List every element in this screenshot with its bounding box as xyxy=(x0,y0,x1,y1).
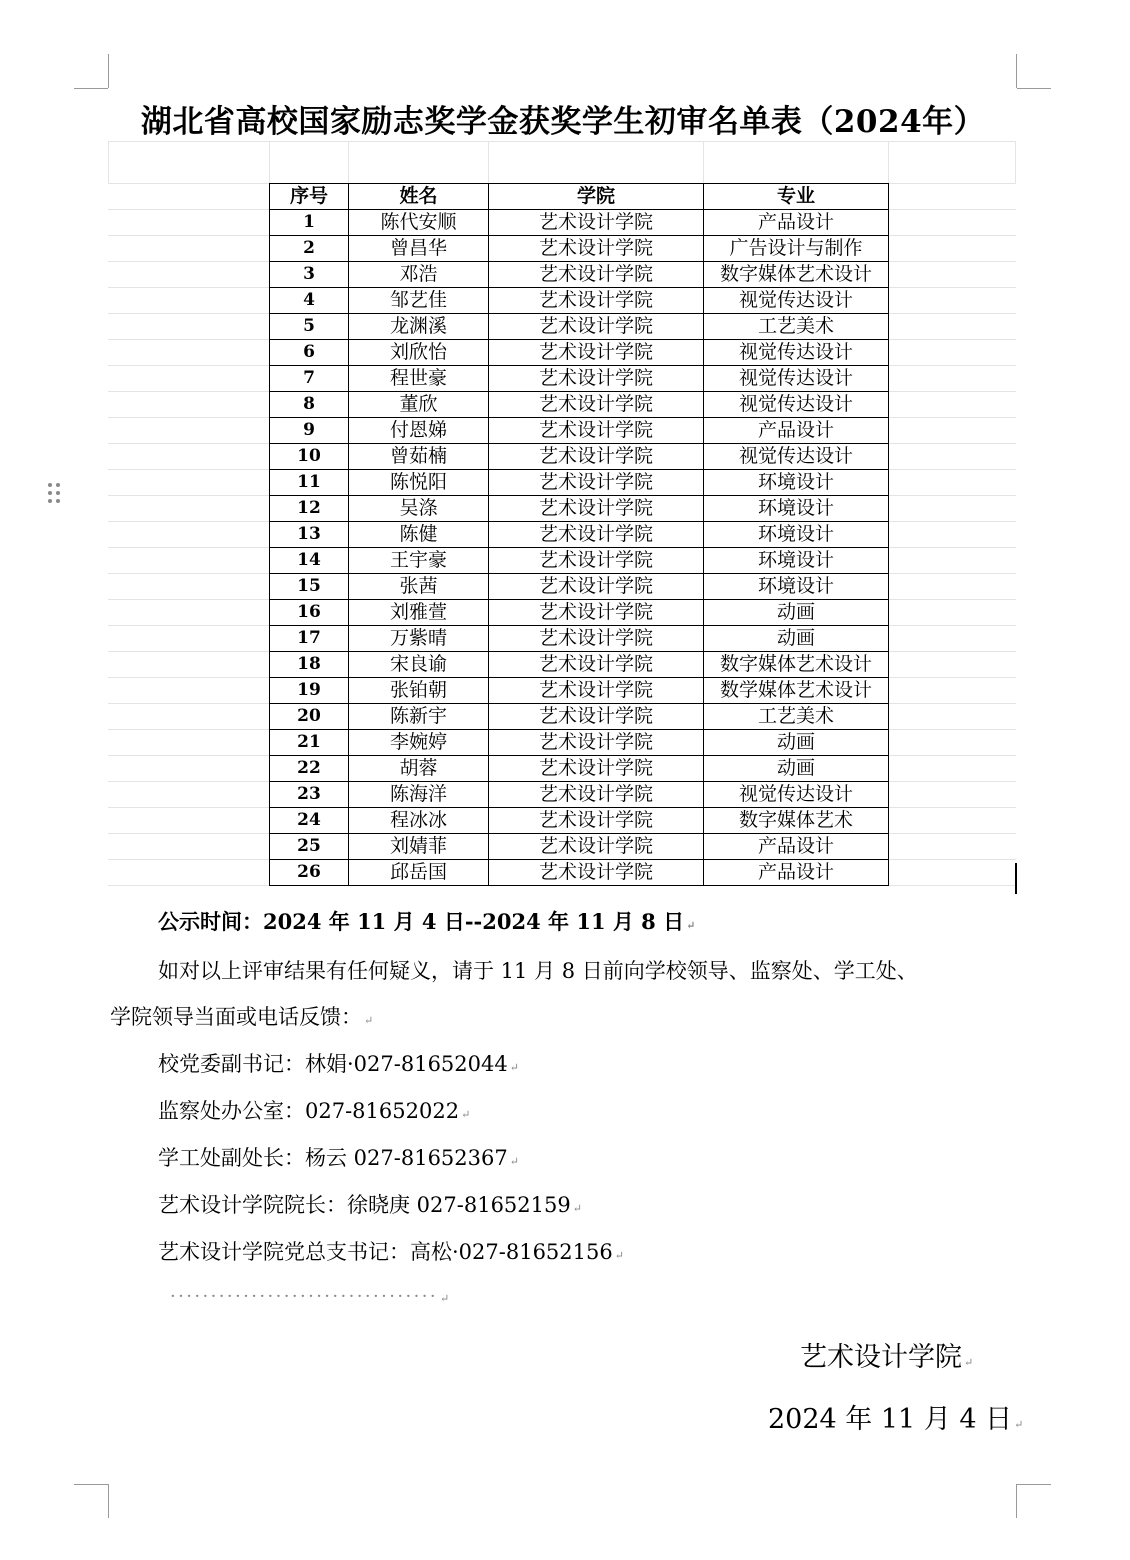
cell-index: 24 xyxy=(270,808,349,834)
cell-index: 15 xyxy=(270,574,349,600)
cell-major: 数学媒体艺术设计 xyxy=(704,678,889,704)
cell-index: 18 xyxy=(270,652,349,678)
cell-college: 艺术设计学院 xyxy=(489,860,704,886)
cell-college: 艺术设计学院 xyxy=(489,392,704,418)
cell-index: 4 xyxy=(270,288,349,314)
paragraph-mark-icon: ↵ xyxy=(509,1061,519,1074)
drag-handle-icon[interactable] xyxy=(47,482,61,504)
cell-major: 产品设计 xyxy=(704,418,889,444)
table-row xyxy=(270,262,889,288)
dot-leader-line: ································· ↵ xyxy=(170,1286,452,1307)
cell-name: 吴涤 xyxy=(349,496,489,522)
cell-major: 动画 xyxy=(704,600,889,626)
cell-name: 付恩娣 xyxy=(349,418,489,444)
cell-name: 万紫晴 xyxy=(349,626,489,652)
gridline xyxy=(703,141,704,183)
cell-index: 16 xyxy=(270,600,349,626)
cell-college: 艺术设计学院 xyxy=(489,756,704,782)
cell-name: 刘欣怡 xyxy=(349,340,489,366)
cell-name: 刘雅萱 xyxy=(349,600,489,626)
cell-major: 产品设计 xyxy=(704,210,889,236)
table-row xyxy=(270,652,889,678)
cell-index: 11 xyxy=(270,470,349,496)
cell-college: 艺术设计学院 xyxy=(489,574,704,600)
paragraph-mark-icon: ↵ xyxy=(572,1202,582,1215)
paragraph-mark-icon: ↵ xyxy=(461,1108,471,1121)
cell-index: 5 xyxy=(270,314,349,340)
cell-major: 视觉传达设计 xyxy=(704,288,889,314)
header-index: 序号 xyxy=(270,184,349,210)
cell-index: 23 xyxy=(270,782,349,808)
table-row xyxy=(270,288,889,314)
cell-index: 21 xyxy=(270,730,349,756)
table-row xyxy=(270,808,889,834)
cell-major: 环境设计 xyxy=(704,522,889,548)
cell-college: 艺术设计学院 xyxy=(489,444,704,470)
gridline xyxy=(348,141,349,183)
cell-major: 产品设计 xyxy=(704,860,889,886)
cell-name: 邹艺佳 xyxy=(349,288,489,314)
cell-college: 艺术设计学院 xyxy=(489,652,704,678)
cell-major: 数字媒体艺术 xyxy=(704,808,889,834)
cell-index: 26 xyxy=(270,860,349,886)
table-row xyxy=(270,678,889,704)
notice-intro-line1: 如对以上评审结果有任何疑义，请于 11 月 8 日前向学校领导、监察处、学工处、 xyxy=(158,959,918,983)
cell-name: 曾茹楠 xyxy=(349,444,489,470)
cell-major: 工艺美术 xyxy=(704,704,889,730)
table-row xyxy=(270,860,889,886)
table-row xyxy=(270,574,889,600)
paragraph-mark-icon: ↵ xyxy=(364,1014,374,1027)
gridline xyxy=(488,141,489,183)
crop-mark-top-right-h xyxy=(1017,88,1051,89)
cell-major: 工艺美术 xyxy=(704,314,889,340)
gridline xyxy=(108,141,1016,142)
cell-college: 艺术设计学院 xyxy=(489,626,704,652)
cell-major: 产品设计 xyxy=(704,834,889,860)
cell-major: 动画 xyxy=(704,626,889,652)
contact-student-affairs: 学工处副处长：杨云 027-81652367 ↵ xyxy=(158,1146,519,1170)
cell-name: 张茜 xyxy=(349,574,489,600)
cell-major: 环境设计 xyxy=(704,574,889,600)
header-college: 学院 xyxy=(489,184,704,210)
table-row xyxy=(270,340,889,366)
cell-college: 艺术设计学院 xyxy=(489,834,704,860)
cell-major: 数字媒体艺术设计 xyxy=(704,652,889,678)
cell-major: 广告设计与制作 xyxy=(704,236,889,262)
cell-name: 李婉婷 xyxy=(349,730,489,756)
cell-name: 陈新宇 xyxy=(349,704,489,730)
crop-mark-bottom-left-v xyxy=(108,1484,109,1518)
table-row xyxy=(270,210,889,236)
cell-name: 陈健 xyxy=(349,522,489,548)
gridline xyxy=(888,141,889,183)
crop-mark-top-left-v xyxy=(108,54,109,88)
cell-index: 10 xyxy=(270,444,349,470)
cell-college: 艺术设计学院 xyxy=(489,600,704,626)
table-header-row xyxy=(270,184,889,210)
cell-index: 20 xyxy=(270,704,349,730)
cell-college: 艺术设计学院 xyxy=(489,678,704,704)
cell-name: 曾昌华 xyxy=(349,236,489,262)
cell-name: 胡蓉 xyxy=(349,756,489,782)
table-row xyxy=(270,392,889,418)
cell-name: 刘婧菲 xyxy=(349,834,489,860)
cell-name: 邓浩 xyxy=(349,262,489,288)
cell-major: 视觉传达设计 xyxy=(704,340,889,366)
cell-college: 艺术设计学院 xyxy=(489,548,704,574)
text-cursor xyxy=(1015,863,1017,894)
cell-college: 艺术设计学院 xyxy=(489,314,704,340)
cell-college: 艺术设计学院 xyxy=(489,340,704,366)
cell-index: 13 xyxy=(270,522,349,548)
cell-name: 程世豪 xyxy=(349,366,489,392)
paragraph-mark-icon: ↵ xyxy=(1014,1418,1024,1431)
notice-intro-line2: 学院领导当面或电话反馈： ↵ xyxy=(110,1005,374,1029)
crop-mark-bottom-right-h xyxy=(1017,1484,1051,1485)
cell-college: 艺术设计学院 xyxy=(489,470,704,496)
table-row xyxy=(270,496,889,522)
cell-index: 19 xyxy=(270,678,349,704)
gridline xyxy=(1015,141,1016,183)
paragraph-mark-icon: ↵ xyxy=(686,919,696,932)
table-row xyxy=(270,366,889,392)
header-major: 专业 xyxy=(704,184,889,210)
cell-index: 8 xyxy=(270,392,349,418)
contact-party-secretary: 校党委副书记：林娟·027-81652044 ↵ xyxy=(158,1052,519,1076)
cell-name: 王宇豪 xyxy=(349,548,489,574)
page-title: 湖北省高校国家励志奖学金获奖学生初审名单表（2024年） xyxy=(140,104,986,140)
table-row xyxy=(270,600,889,626)
notice-period: 公示时间：2024 年 11 月 4 日--2024 年 11 月 8 日 ↵ xyxy=(158,909,696,934)
cell-college: 艺术设计学院 xyxy=(489,262,704,288)
cell-major: 动画 xyxy=(704,730,889,756)
table-row xyxy=(270,548,889,574)
cell-index: 9 xyxy=(270,418,349,444)
cell-major: 视觉传达设计 xyxy=(704,444,889,470)
cell-major: 视觉传达设计 xyxy=(704,366,889,392)
cell-name: 宋良谕 xyxy=(349,652,489,678)
cell-name: 张铂朝 xyxy=(349,678,489,704)
table-row xyxy=(270,834,889,860)
cell-name: 龙渊溪 xyxy=(349,314,489,340)
cell-major: 环境设计 xyxy=(704,548,889,574)
cell-name: 董欣 xyxy=(349,392,489,418)
cell-index: 17 xyxy=(270,626,349,652)
cell-college: 艺术设计学院 xyxy=(489,522,704,548)
table-row xyxy=(270,704,889,730)
cell-major: 视觉传达设计 xyxy=(704,392,889,418)
contact-branch-secretary: 艺术设计学院党总支书记：高松·027-81652156 ↵ xyxy=(158,1240,624,1264)
cell-college: 艺术设计学院 xyxy=(489,418,704,444)
cell-college: 艺术设计学院 xyxy=(489,704,704,730)
cell-major: 数字媒体艺术设计 xyxy=(704,262,889,288)
cell-college: 艺术设计学院 xyxy=(489,730,704,756)
cell-major: 环境设计 xyxy=(704,496,889,522)
table-row xyxy=(270,756,889,782)
table-row xyxy=(270,522,889,548)
crop-mark-bottom-right-v xyxy=(1016,1484,1017,1518)
gridline xyxy=(108,141,109,183)
cell-college: 艺术设计学院 xyxy=(489,210,704,236)
cell-name: 陈悦阳 xyxy=(349,470,489,496)
cell-index: 1 xyxy=(270,210,349,236)
cell-college: 艺术设计学院 xyxy=(489,366,704,392)
paragraph-mark-icon: ↵ xyxy=(614,1249,624,1262)
table-row xyxy=(270,782,889,808)
table-row xyxy=(270,444,889,470)
table-row xyxy=(270,730,889,756)
cell-college: 艺术设计学院 xyxy=(489,782,704,808)
table-row xyxy=(270,314,889,340)
crop-mark-top-right-v xyxy=(1016,54,1017,88)
cell-index: 6 xyxy=(270,340,349,366)
paragraph-mark-icon: ↵ xyxy=(509,1155,519,1168)
cell-index: 12 xyxy=(270,496,349,522)
paragraph-mark-icon: ↵ xyxy=(440,1292,452,1305)
cell-name: 程冰冰 xyxy=(349,808,489,834)
signature-date: 2024 年 11 月 4 日 ↵ xyxy=(768,1404,1024,1435)
cell-college: 艺术设计学院 xyxy=(489,496,704,522)
cell-index: 7 xyxy=(270,366,349,392)
signature-org: 艺术设计学院 ↵ xyxy=(800,1342,974,1373)
paragraph-mark-icon: ↵ xyxy=(964,1356,974,1369)
cell-index: 14 xyxy=(270,548,349,574)
table-row xyxy=(270,626,889,652)
cell-major: 视觉传达设计 xyxy=(704,782,889,808)
gridline xyxy=(269,141,270,183)
header-name: 姓名 xyxy=(349,184,489,210)
cell-index: 25 xyxy=(270,834,349,860)
table-row xyxy=(270,470,889,496)
cell-major: 环境设计 xyxy=(704,470,889,496)
crop-mark-top-left-h xyxy=(74,88,108,89)
cell-college: 艺术设计学院 xyxy=(489,236,704,262)
table-row xyxy=(270,236,889,262)
cell-index: 3 xyxy=(270,262,349,288)
cell-major: 动画 xyxy=(704,756,889,782)
cell-name: 陈海洋 xyxy=(349,782,489,808)
cell-name: 陈代安顺 xyxy=(349,210,489,236)
cell-name: 邱岳国 xyxy=(349,860,489,886)
cell-college: 艺术设计学院 xyxy=(489,288,704,314)
cell-index: 22 xyxy=(270,756,349,782)
award-roster-table xyxy=(269,183,889,886)
crop-mark-bottom-left-h xyxy=(74,1484,108,1485)
contact-college-dean: 艺术设计学院院长：徐晓庚 027-81652159 ↵ xyxy=(158,1193,582,1217)
cell-index: 2 xyxy=(270,236,349,262)
table-row xyxy=(270,418,889,444)
contact-supervision-office: 监察处办公室：027-81652022 ↵ xyxy=(158,1099,471,1123)
cell-college: 艺术设计学院 xyxy=(489,808,704,834)
